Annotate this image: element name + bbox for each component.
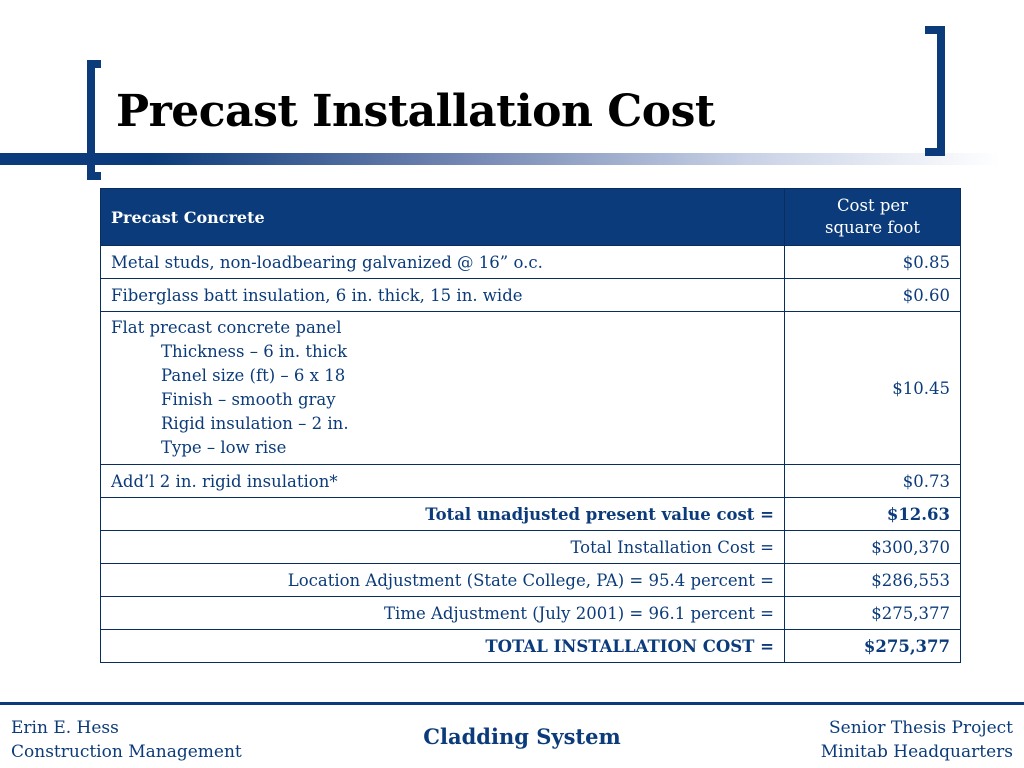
summary-value: $12.63 (785, 498, 961, 531)
row-label: Metal studs, non-loadbearing galvanized @ 16” o.c. (101, 246, 785, 279)
summary-row-unadjusted-total (101, 498, 961, 531)
row-value: $0.85 (785, 246, 961, 279)
footer-project-building: Minitab Headquarters (820, 742, 1013, 762)
summary-value: $300,370 (785, 531, 961, 564)
row-label: Flat precast concrete panel (111, 318, 342, 337)
summary-value: $275,377 (785, 597, 961, 630)
table-header-row (101, 189, 961, 246)
cost-table (100, 188, 961, 663)
summary-label: Location Adjustment (State College, PA) = 95.4 percent = (101, 564, 785, 597)
summary-label: Total unadjusted present value cost = (101, 498, 785, 531)
table-row (101, 465, 961, 498)
slide-title: Precast Installation Cost (116, 86, 715, 137)
row-label: Add’l 2 in. rigid insulation* (101, 465, 785, 498)
right-bracket-decoration (925, 26, 945, 156)
table-row-panel (101, 312, 961, 465)
footer-project (821, 716, 1013, 764)
footer-project-name: Senior Thesis Project (829, 718, 1013, 738)
row-value: $0.60 (785, 279, 961, 312)
panel-description-cell (101, 312, 785, 465)
panel-detail-type: Type – low rise (161, 438, 287, 457)
table-row (101, 279, 961, 312)
footer-divider (0, 702, 1024, 705)
summary-value: $286,553 (785, 564, 961, 597)
summary-row-installation-cost (101, 531, 961, 564)
left-bracket-decoration (87, 60, 101, 180)
summary-value: $275,377 (785, 630, 961, 663)
header-cost-line2: square foot (825, 218, 920, 237)
footer-author-name: Erin E. Hess (11, 718, 119, 738)
summary-label: Total Installation Cost = (101, 531, 785, 564)
panel-detail-finish: Finish – smooth gray (161, 390, 336, 409)
panel-detail-size: Panel size (ft) – 6 x 18 (161, 366, 346, 385)
row-label: Fiberglass batt insulation, 6 in. thick, 15 in. wide (101, 279, 785, 312)
panel-detail-thickness: Thickness – 6 in. thick (161, 342, 348, 361)
panel-detail-insulation: Rigid insulation – 2 in. (161, 414, 349, 433)
row-value: $0.73 (785, 465, 961, 498)
title-gradient-bar (0, 153, 1000, 165)
summary-row-time-adjustment (101, 597, 961, 630)
header-cost-per-square-foot (785, 189, 961, 246)
footer-section-title: Cladding System (423, 724, 621, 749)
summary-row-total-installation-cost (101, 630, 961, 663)
summary-label: Time Adjustment (July 2001) = 96.1 percent = (101, 597, 785, 630)
footer-author-option: Construction Management (11, 742, 242, 762)
header-cost-line1: Cost per (836, 196, 909, 215)
summary-row-location-adjustment (101, 564, 961, 597)
row-value: $10.45 (785, 312, 961, 465)
header-precast-concrete: Precast Concrete (101, 189, 785, 246)
table-row (101, 246, 961, 279)
summary-label: TOTAL INSTALLATION COST = (101, 630, 785, 663)
